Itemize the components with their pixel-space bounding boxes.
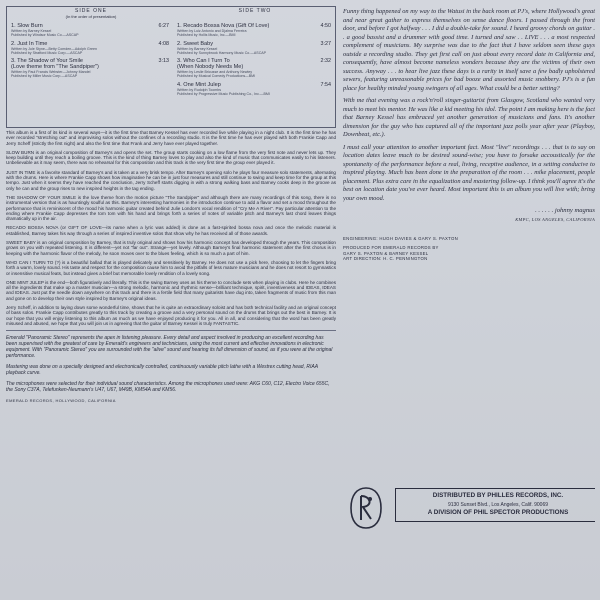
track-credit: Written by Barney Kessel Published by Sunnybrook Harmony Music Co.—ASCAP	[177, 47, 267, 56]
production-credits: ENGINEERING: HUGH DAVIES & GARY S. PAXTON PRODUCED FOR EMERALD RECORDS BY GARY S. PAXTON & BARNEY KESSEL ART DIRECTION: H. C. PENNINGTON	[343, 236, 459, 262]
track-credit: Written by Paul Francis Webster—Johnny Mandel Published by Miller Music Corp.—ASCAP	[11, 70, 91, 79]
track-duration: 7:54	[320, 81, 331, 88]
track-item: 4. One Mint Julep 7:54 Written by Rudolph Toombs Published by Progressive Music Publishing Co., Inc.—BMI	[177, 81, 331, 97]
distributor-box: DISTRIBUTED BY PHILLES RECORDS, INC. 9130 Sunset Blvd., Los Angeles, Calif. 90069 A DIVISION OF PHIL SPECTOR PRODUCTIONS	[395, 488, 595, 522]
track-item: 2. Just In Time 4:08 Written by Jule Styne—Betty Comden—Adolph Green Published by Stratford Music Corp.—ASCAP	[11, 40, 169, 56]
left-column	[6, 6, 336, 594]
label-footer: EMERALD RECORDS, HOLLYWOOD, CALIFORNIA	[6, 398, 116, 404]
track-item: 3. The Shadow of Your Smile (Love theme from "The Sandpiper") 3:13 Written by Paul Francis Webster—Johnny Mandel Published by Miller Music Corp.—ASCAP	[11, 58, 169, 79]
notes-paragraph: I must call your attention to another important fact. Most "live" recordings . . . that is to say on location dates leave much to be desired sound-wise; you have to forsake accoustically for the spontaneity of the performance before a real, living, receptive audience, in a setting conducive to inspired playing. Much has been done in the preparation of the room . . . mike placement, people placement. Plus extra care in the equalization and mastering follow-up. I think you'll agree it's the best on location date you've ever heard. Most important this is an album you will live with; bring your own mood.	[343, 143, 595, 202]
liner-paragraph: SWEET BABY is an original composition by Barney, that is truly original and shows how his harmonic concept has developed through the years. This composition grows on you with repeated listening. It is different—yet not "far out". Strange—yet lovely. Although Barney's final harmonic statement after the first chorus is in keeping with the harmonic flavor of the melody, he soon moves over to the blues feeling, which is so much a part of him.	[6, 240, 336, 256]
liner-paragraph: ONE MINT JULEP is the end—both figuratively and literally. This is the swing Barney uses as his theme to conclude sets when playing in clubs. Here he combines all the ingredients that make up a master musician—a strong melodic, harmonic and rhythmic sense—brilliant technique, spirit, inventiveness and IDEAS, IDEAS and IDEAS. Just put the needle down anywhere on this track and there is a fertile field that many guitarists have dug into, taken fragments of music from this man and gone on to develop their own style inspired by Barney's original ideas.	[6, 279, 336, 301]
track-item: 1. Slow Burn 6:27 Written by Barney Kessel Published by Windsor Music Co.—ASCAP	[11, 22, 169, 38]
right-column	[343, 8, 595, 592]
side-two-heading: SIDE TWO	[238, 8, 272, 14]
notes-paragraph: With me that evening was a rock'n'roll singer-guitarist from Glasgow, Scotland who wanted very much to meet his mentor. He was like a kid meeting his idol. The point I am making here is the fact that Barney Kessel has embraced yet another generation of musicians and fans. It's another dimension for the guy who has captured all of the important jazz polls year after year (Playboy, Downbeat, etc.).	[343, 97, 595, 138]
emerald-note: Mastering was done on a specially designed and electronically controlled, continuously variable pitch lathe with a Westrex cutting head, RIAA playback curve.	[6, 364, 318, 377]
notes-paragraph: Funny thing happened on my way to the Watusi in the back room at PJ's, where Hollywood's great and near great gather to express themselves on sense dance floors. I passed through the front door, and before I got halfway . . . I did a double-take for sound. I heard groovy chords on guitar . . a good bassist and a drummer with good time. I turned and saw . . LIVE . . . a most respected complement of musicians. My surprise was due to the fact that I have seldom seen these guys outside a recording studio. They get first call on just about every record date in California and, consequently, have almost become nameless wonders because they are the victims of their own success. Anyway . . . to hear live jazz these days is a rarity in itself save a few badly upholstered sewers, featuring unreasonable prices for bad booze and assorted music snobbery. PJ's is a fun place for healthy minded young swingers of all ages. What could be a better setting?	[343, 8, 595, 92]
emerald-note: The microphones were selected for their individual sound characteristics. Among the microphones used were: AKG C60, C12, Electro Voice 655C, the Sony C37A, Telefunken-Neumann's U47, U67, M49B, KM54A and KM56.	[6, 381, 330, 394]
emerald-note: Emerald "Panoramic Stereo" represents the apex in listening pleasure. Every detail and aspect involved in producing an excellent recording has been supervised with the greatest of care by Emerald's engineers and technicians, using the most current and effective innovations in electronic equipment. With "Panoramic Stereo" you are surrounded with the "alive" sound and hearing its full dimension of sound, as if you were at the original performance.	[6, 335, 333, 360]
liner-paragraph: RECADO BOSSA NOVA (or GIFT OF LOVE—its name when a lyric was added) is done as a fast-spirited bossa nova and once the melodic material is established, Barney takes his way through a series of inspired inventive solos that show why he has received all of those awards.	[6, 225, 336, 236]
track-duration: 3:13	[158, 58, 169, 65]
track-credit: Written by Barney Kessel Published by Windsor Music Co.—ASCAP	[11, 29, 79, 38]
magnus-notes	[343, 8, 595, 224]
signature-sub: KMPC, LOS ANGELES, CALIFORNIA	[515, 216, 595, 222]
liner-paragraph: This album is a first of its kind in several ways—it is the first time that Barney Kessel has ever recorded live while playing in a night club. It is the first time he has ever recorded "stretching out" and improvising solos without the confines of a recording studio. It is the first time he has ever played with both Frankie Capp and Jerry Scheff (strictly the first night) and also the first time that Frank and Jerry have ever played together.	[6, 130, 336, 146]
track-item: 3. Who Can I Turn To (When Nobody Needs Me) 2:32 Written by Leslie Bricusse and Anthony Newley Published by Musical Comedy Productions—BMI	[177, 58, 331, 79]
track-item: 1. Recado Bossa Nova (Gift Of Love) 4:50 Written by Luiz Antonio and Djalma Ferreira Published by Hollis Music, Inc.—BMI	[177, 22, 331, 38]
tracklist-box	[6, 6, 336, 128]
liner-paragraph: WHO CAN I TURN TO (?) is a beautiful ballad that is played delicately and sensitively by Barney. He does not use a pick here, choosing to let the fingers bring forth a warm, lovely sound. His taste and respect for the composition cause him to avoid the pitfalls of less mature musicians and he does not resort to gymnastics or insensitive musical feats, but instead gives a brief but memorable lovely rendition of a lovely song.	[6, 259, 336, 276]
track-credit: Written by Leslie Bricusse and Anthony Newley Published by Musical Comedy Productions—BMI	[177, 70, 256, 79]
liner-paragraph: Jerry Scheff, in addition to laying down some wonderful time, shows that he is quite an extraordinary soloist and has both technical facility and an original concept of bass solos. Frankie Capp contributes greatly to this track by creating a groove and a very personal sound on the drums that brings out the best in Barney. It is our hope that you will enjoy listening to this album as much as we have enjoyed producing it for you. All in all, and considering that the word has been greatly misused and abused, we hope that you will join us in agreeing that the guitar of Barney Kessel is truly FANTASTIC.	[6, 305, 336, 326]
track-duration: 6:27	[158, 22, 169, 29]
philles-logo-icon	[349, 486, 383, 530]
side-one-heading: SIDE ONE	[75, 8, 107, 14]
track-credit: Written by Jule Styne—Betty Comden—Adolph Green Published by Stratford Music Corp.—ASCAP	[11, 47, 98, 56]
track-credit: Written by Rudolph Toombs Published by Progressive Music Publishing Co., Inc.—BMI	[177, 88, 270, 97]
side-two	[177, 9, 333, 100]
track-item: 2. Sweet Baby 3:27 Written by Barney Kessel Published by Sunnybrook Harmony Music Co.—ASCAP	[177, 40, 331, 56]
liner-paragraph: THE SHADOW OF YOUR SMILE is the love theme from the motion picture "The Sandpiper" and although there are many recordings of this song, there is no instrumental version that is as hauntingly soulful as this. Barney's interesting harmonies in the introduction continue to add a flavor and set a mood throughout the performance that is reminiscent of the mood his harmonic guitar created behind Julie London's vocal rendition of "Cry Me A River". Pay particular attention to the ending where Frankie Capp depresses the tom tom with his hand and brings forth a series of notes of variable pitch and Barney's last chord leaves things dramatically up in the air.	[6, 194, 336, 222]
signature: . . . . . . johnny magnus	[535, 207, 595, 214]
distributor-area	[343, 476, 595, 591]
divider	[6, 330, 336, 331]
track-duration: 2:32	[320, 58, 331, 65]
side-one-subheading: (In the order of presentation)	[65, 14, 117, 20]
track-duration: 4:08	[158, 40, 169, 47]
liner-paragraph: SLOW BURN is an original composition of Barney's and opens the set. The group starts cooking on a low flame from the very first note and never lets up. They keep building until they reach a boiling groove. This is the kind of thing Barney loves to play and also the kind of music that communicates easily to his listeners. Unbelievable as it may seem, there was no rehearsal for this composition and this track is the very first time the group ever played it.	[6, 149, 336, 166]
liner-paragraph: JUST IN TIME is a favorite standard of Barney's and is taken at a very brisk tempo. After Barney's opening solo he plays four measure solo statements, alternating with the drums. Here is where Frankie Capp shows how imaginative he can be in just four measures and still continue to swing and keep time for the group at this tempo. Just when it seems they have reached the conclusion, Jerry Scheff starts digging in with a strong walking bass and Barney cooks deep in the groove as only he can and the group rises to new inspired heights in the tag ending.	[6, 169, 336, 191]
track-duration: 4:50	[320, 22, 331, 29]
track-credit: Written by Luiz Antonio and Djalma Ferreira Published by Hollis Music, Inc.—BMI	[177, 29, 247, 38]
side-one	[11, 9, 171, 83]
track-duration: 3:27	[320, 40, 331, 47]
